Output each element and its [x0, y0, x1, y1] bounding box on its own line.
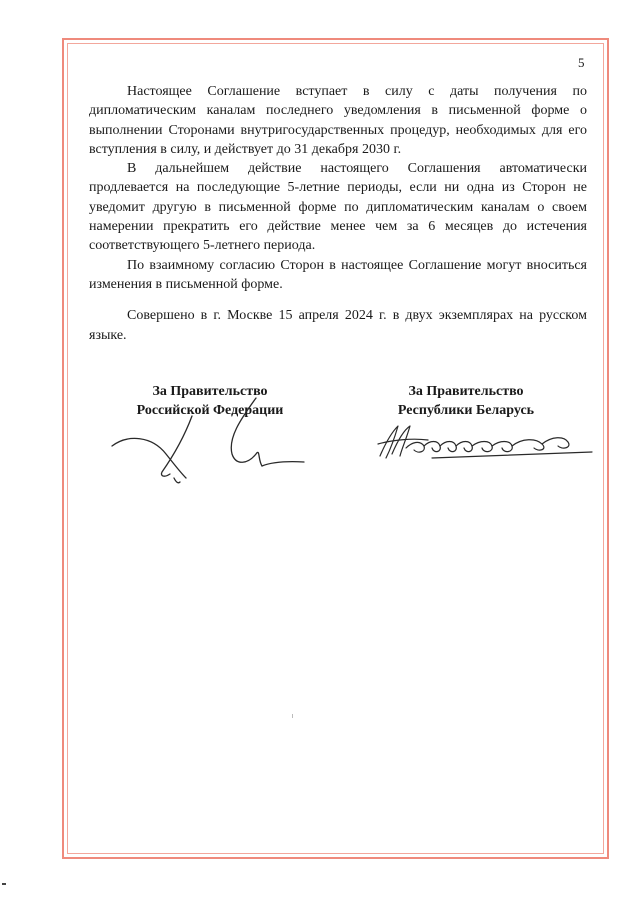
signatory-russia-line2: Российской Федерации	[136, 403, 284, 418]
scan-artifact	[292, 714, 293, 718]
scan-artifact-dash	[2, 883, 6, 885]
signatory-belarus	[376, 382, 556, 420]
signatory-belarus-line1: За Правительство	[408, 384, 524, 399]
paragraph-done-at: Совершено в г. Москве 15 апреля 2024 г. в двух экземплярах на русском языке.	[89, 308, 587, 343]
signatory-russia-line1: За Правительство	[152, 384, 268, 399]
agreement-body	[89, 82, 587, 345]
signature-belarus	[372, 418, 598, 470]
paragraph-automatic-extension: В дальнейшем действие настоящего Соглашения автоматически продлевается на последующие 5-летние периоды, если ни одна из Сторон не уведомит другую в письменной форме по дипломатическим каналам о своем намерении прекратить его действие менее чем за 6 месяцев до истечения соответствующего 5-летнего периода.	[89, 161, 587, 254]
page-number: 5	[578, 55, 585, 70]
paragraph-entry-into-force: Настоящее Соглашение вступает в силу с даты получения по дипломатическим каналам последнего уведомления в письменной форме о выполнении Сторонами внутригосударственных процедур, необходимых для его вступления в силу, и действует до 31 декабря 2030 г.	[89, 84, 587, 157]
paragraph-amendments: По взаимному согласию Сторон в настоящее Соглашение могут вноситься изменения в письменной форме.	[89, 257, 587, 292]
signatory-belarus-line2: Республики Беларусь	[397, 403, 535, 418]
signature-russia	[100, 388, 320, 498]
